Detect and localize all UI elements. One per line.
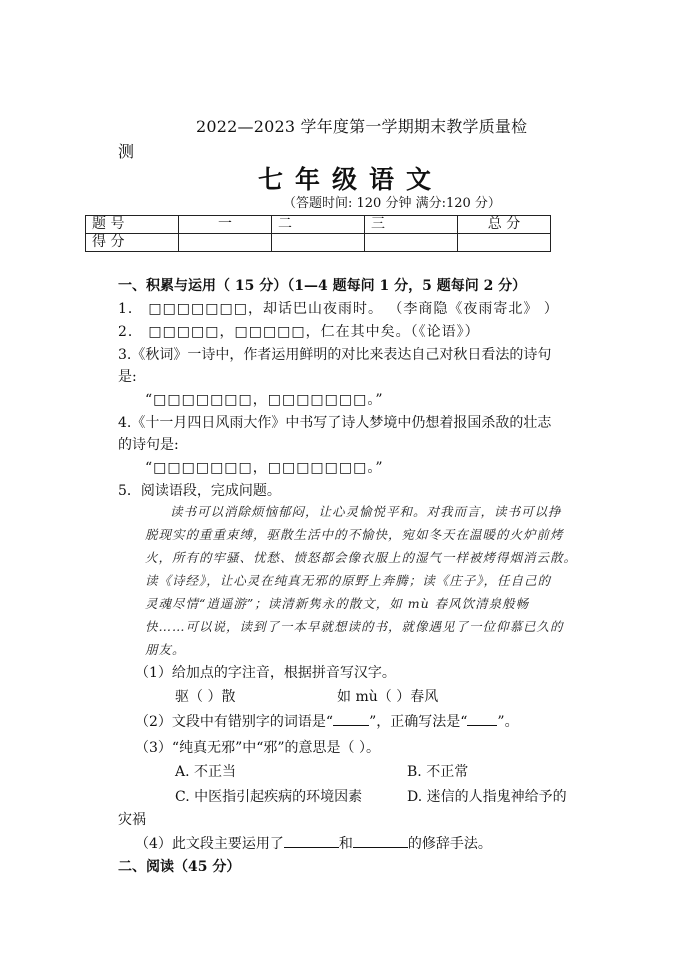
sub-question-4-text: （4）此文段主要运用了 — [135, 836, 284, 852]
passage-line: 朋友。 — [145, 642, 186, 657]
sub-question-2 — [135, 711, 519, 731]
question-4: 4.《十一月四日风雨大作》中书写了诗人梦境中仍想着报国杀敌的壮志 — [118, 415, 552, 431]
question-3: 3.《秋词》一诗中，作者运用鲜明的对比来表达自己对秋日看法的诗句 — [118, 347, 552, 363]
pinyin-item-2: 如 mù（ ）春风 — [337, 689, 439, 705]
answer-blank[interactable] — [333, 713, 369, 726]
score-table-header-row — [86, 216, 551, 234]
option-d-continued: 灾祸 — [118, 812, 146, 828]
passage-line: 火，所有的牢骚、忧愁、愤怒都会像衣服上的湿气一样被烤得烟消云散。 — [145, 550, 578, 565]
subject-title: 七年级语文 — [258, 165, 444, 194]
score-field[interactable] — [272, 234, 365, 252]
score-table-cell: 一 — [179, 216, 272, 234]
passage-line: 脱现实的重重束缚，驱散生活中的不愉快，宛如冬天在温暖的火炉前烤 — [145, 527, 564, 542]
option-a: A. 不正当 — [175, 764, 237, 780]
sub-question-2-text: ”。 — [497, 714, 519, 730]
question-2: 2． □□□□□，□□□□□，仁在其中矣。（《论语》） — [118, 324, 480, 340]
exam-title: 2022—2023 学年度第一学期期末教学质量检 — [196, 117, 528, 136]
sub-question-2-text: （2）文段中有错别字的词语是“ — [135, 714, 334, 730]
question-5: 5．阅读语段，完成问题。 — [118, 483, 281, 499]
option-b: B. 不正常 — [407, 764, 469, 780]
score-table-cell: 三 — [365, 216, 458, 234]
sub-question-4 — [135, 833, 492, 853]
passage-line: 读书可以消除烦恼郁闷，让心灵愉悦平和。对我而言，读书可以挣 — [170, 504, 562, 519]
score-field[interactable] — [458, 234, 551, 252]
section2-heading: 二、阅读（45 分） — [118, 859, 241, 875]
passage-line: 读《诗经》，让心灵在纯真无邪的原野上奔腾；读《庄子》，任自己的 — [145, 573, 552, 588]
question-3-continued: 是: — [118, 369, 137, 385]
score-table-cell: 二 — [272, 216, 365, 234]
sub-question-4-text: 的修辞手法。 — [407, 836, 492, 852]
score-table — [85, 215, 551, 252]
section1-heading: 一、积累与运用（ 15 分）（1—4 题每问 1 分，5 题每问 2 分） — [118, 278, 527, 294]
answer-blank[interactable] — [467, 713, 497, 726]
answer-blank[interactable] — [353, 835, 408, 848]
score-table-score-row — [86, 234, 551, 252]
question-4-continued: 的诗句是: — [118, 437, 179, 453]
answer-blank[interactable] — [284, 835, 339, 848]
exam-info: （答题时间: 120 分钟 满分:120 分） — [283, 196, 501, 211]
question-3-answer: “□□□□□□□，□□□□□□□。” — [145, 392, 384, 408]
score-field[interactable] — [179, 234, 272, 252]
sub-question-1: （1）给加点的字注音，根据拼音写汉字。 — [135, 665, 396, 681]
option-d: D. 迷信的人指鬼神给予的 — [407, 789, 567, 805]
sub-question-4-text: 和 — [338, 836, 353, 852]
sub-question-2-text: ”，正确写法是“ — [369, 714, 468, 730]
passage-line: 灵魂尽情“逍遥游”；读清新隽永的散文，如 mù 春风饮清泉般畅 — [145, 596, 530, 611]
exam-title-continued: 测 — [118, 142, 135, 161]
pinyin-item-1: 驱（ ）散 — [175, 689, 236, 705]
question-4-answer: “□□□□□□□，□□□□□□□。” — [145, 460, 384, 476]
sub-question-3: （3）“纯真无邪”中“邪”的意思是（ ）。 — [135, 740, 380, 756]
passage-line: 快……可以说，读到了一本早就想读的书，就像遇见了一位仰慕已久的 — [145, 619, 564, 634]
score-table-cell: 得 分 — [86, 234, 179, 252]
score-table-cell: 题 号 — [86, 216, 179, 234]
score-field[interactable] — [365, 234, 458, 252]
score-table-cell: 总 分 — [458, 216, 551, 234]
option-c: C. 中医指引起疾病的环境因素 — [175, 789, 363, 805]
question-1: 1． □□□□□□□，却话巴山夜雨时。 （李商隐《夜雨寄北》 ） — [118, 301, 559, 317]
